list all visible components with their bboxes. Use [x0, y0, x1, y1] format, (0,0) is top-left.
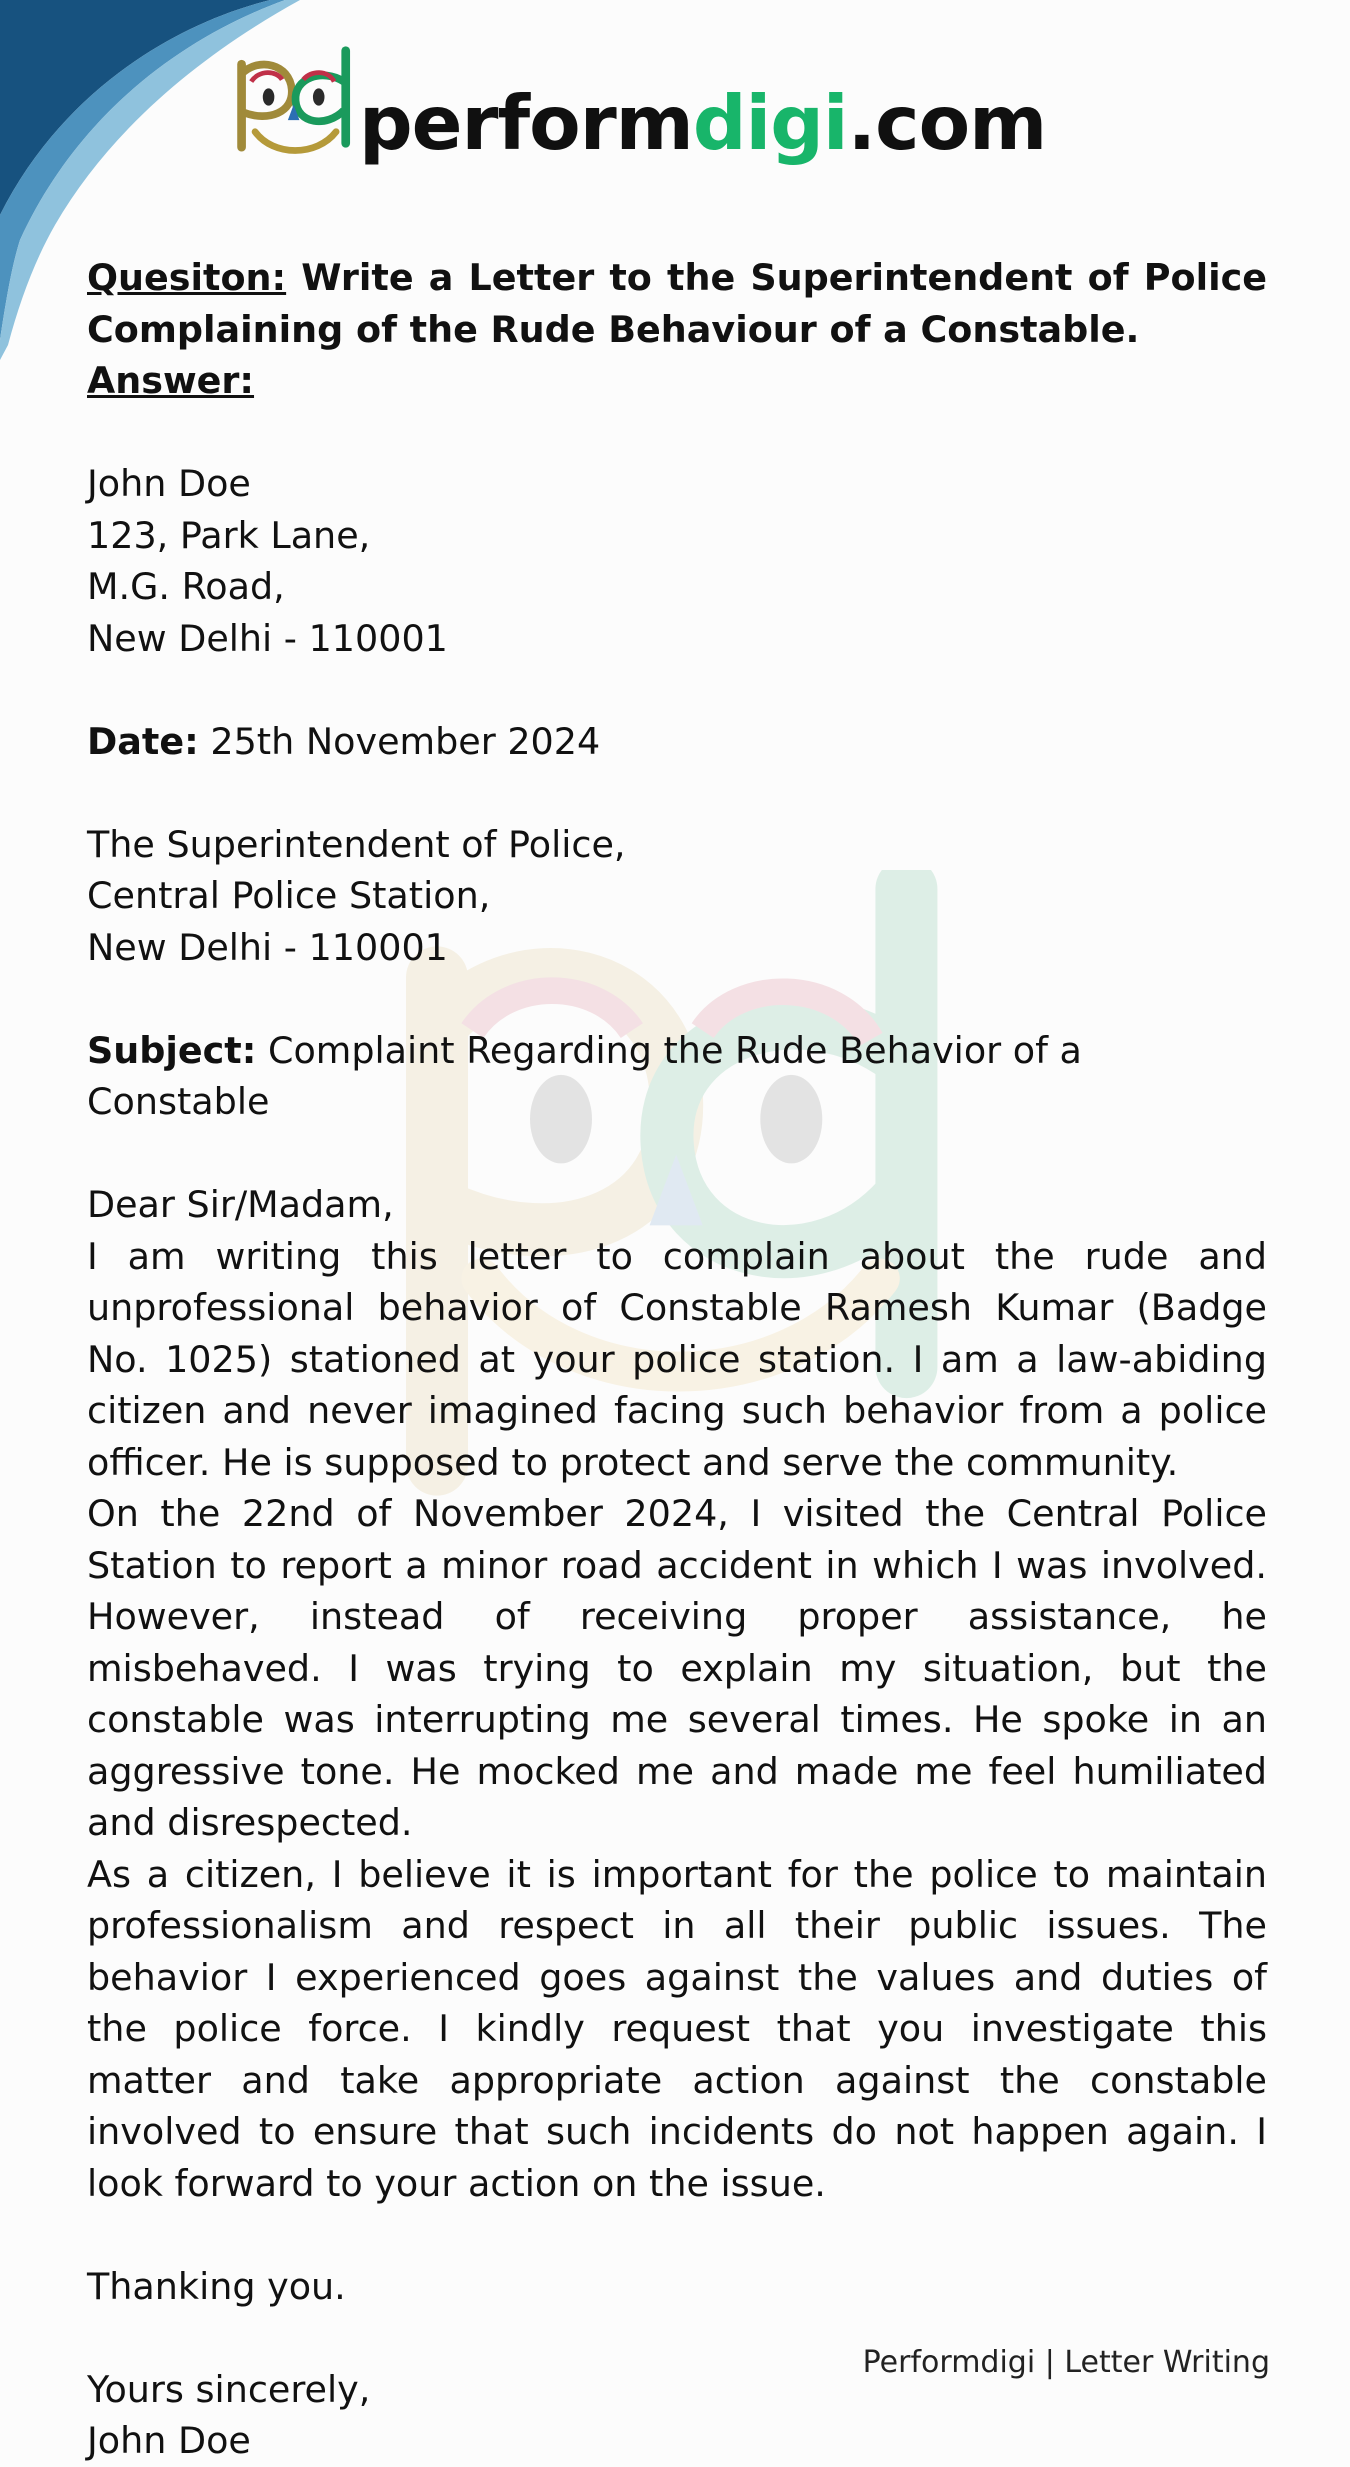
closing-name: John Doe	[87, 2419, 251, 2462]
closing-thanks: Thanking you.	[87, 2264, 346, 2308]
brand-name-part2: digi	[692, 78, 848, 167]
date-line	[87, 716, 1267, 768]
recipient-line: Central Police Station,	[87, 874, 491, 917]
brand-name-part1: perform	[359, 78, 693, 167]
body-paragraph: I am writing this letter to complain about the rude and unprofessional behavior of Constable Ramesh Kumar (Badge No. 1025) stationed at your police station. I am a law-abiding citizen and never imagined facing such behavior from a police officer. He is supposed to protect and serve the community.	[87, 1234, 1267, 1484]
date-label: Date:	[87, 719, 199, 763]
subject-label: Subject:	[87, 1028, 257, 1072]
subject-value: Complaint Regarding the Rude Behavior of a Constable	[87, 1028, 1082, 1123]
answer-label: Answer:	[87, 359, 255, 402]
question	[87, 252, 1267, 355]
sender-address-line: 123, Park Lane,	[87, 513, 371, 557]
recipient-line: The Superintendent of Police,	[87, 822, 626, 866]
brand-name-part3: .com	[847, 78, 1047, 167]
subject-line	[87, 1025, 1267, 1128]
body-paragraph: On the 22nd of November 2024, I visited the Central Police Station to report a minor road accident in which I was involved. However, instead of receiving proper assistance, he misbehaved. I was trying to explain my situation, but the constable was interrupting me several times. He spoke in an aggressive tone. He mocked me and made me feel humiliated and disrespected.	[87, 1492, 1267, 1844]
footer-caption: Performdigi | Letter Writing	[862, 2345, 1270, 2380]
question-label: Quesiton:	[87, 256, 287, 299]
pd-face-logo-icon	[230, 43, 365, 178]
sender-address-line: New Delhi - 110001	[87, 616, 448, 660]
closing-signoff: Yours sincerely,	[87, 2367, 371, 2411]
sender-address-line: M.G. Road,	[87, 565, 285, 608]
question-text: Write a Letter to the Superintendent of Police Complaining of the Rude Behaviour of a Constable.	[87, 256, 1267, 351]
date-value: 25th November 2024	[210, 719, 601, 763]
letter-content	[87, 252, 1267, 2467]
salutation: Dear Sir/Madam,	[87, 1183, 394, 1226]
brand-name	[359, 78, 1047, 167]
sender-name: John Doe	[87, 462, 251, 505]
recipient-line: New Delhi - 110001	[87, 925, 448, 969]
site-header	[230, 40, 1046, 180]
body-paragraph: As a citizen, I believe it is important for the police to maintain professionalism and respect in all their public issues. The behavior I experienced goes against the values and duties of the police force. I kindly request that you investigate this matter and take appropriate action against the constable involved to ensure that such incidents do not happen again. I look forward to your action on the issue.	[87, 1852, 1267, 2205]
